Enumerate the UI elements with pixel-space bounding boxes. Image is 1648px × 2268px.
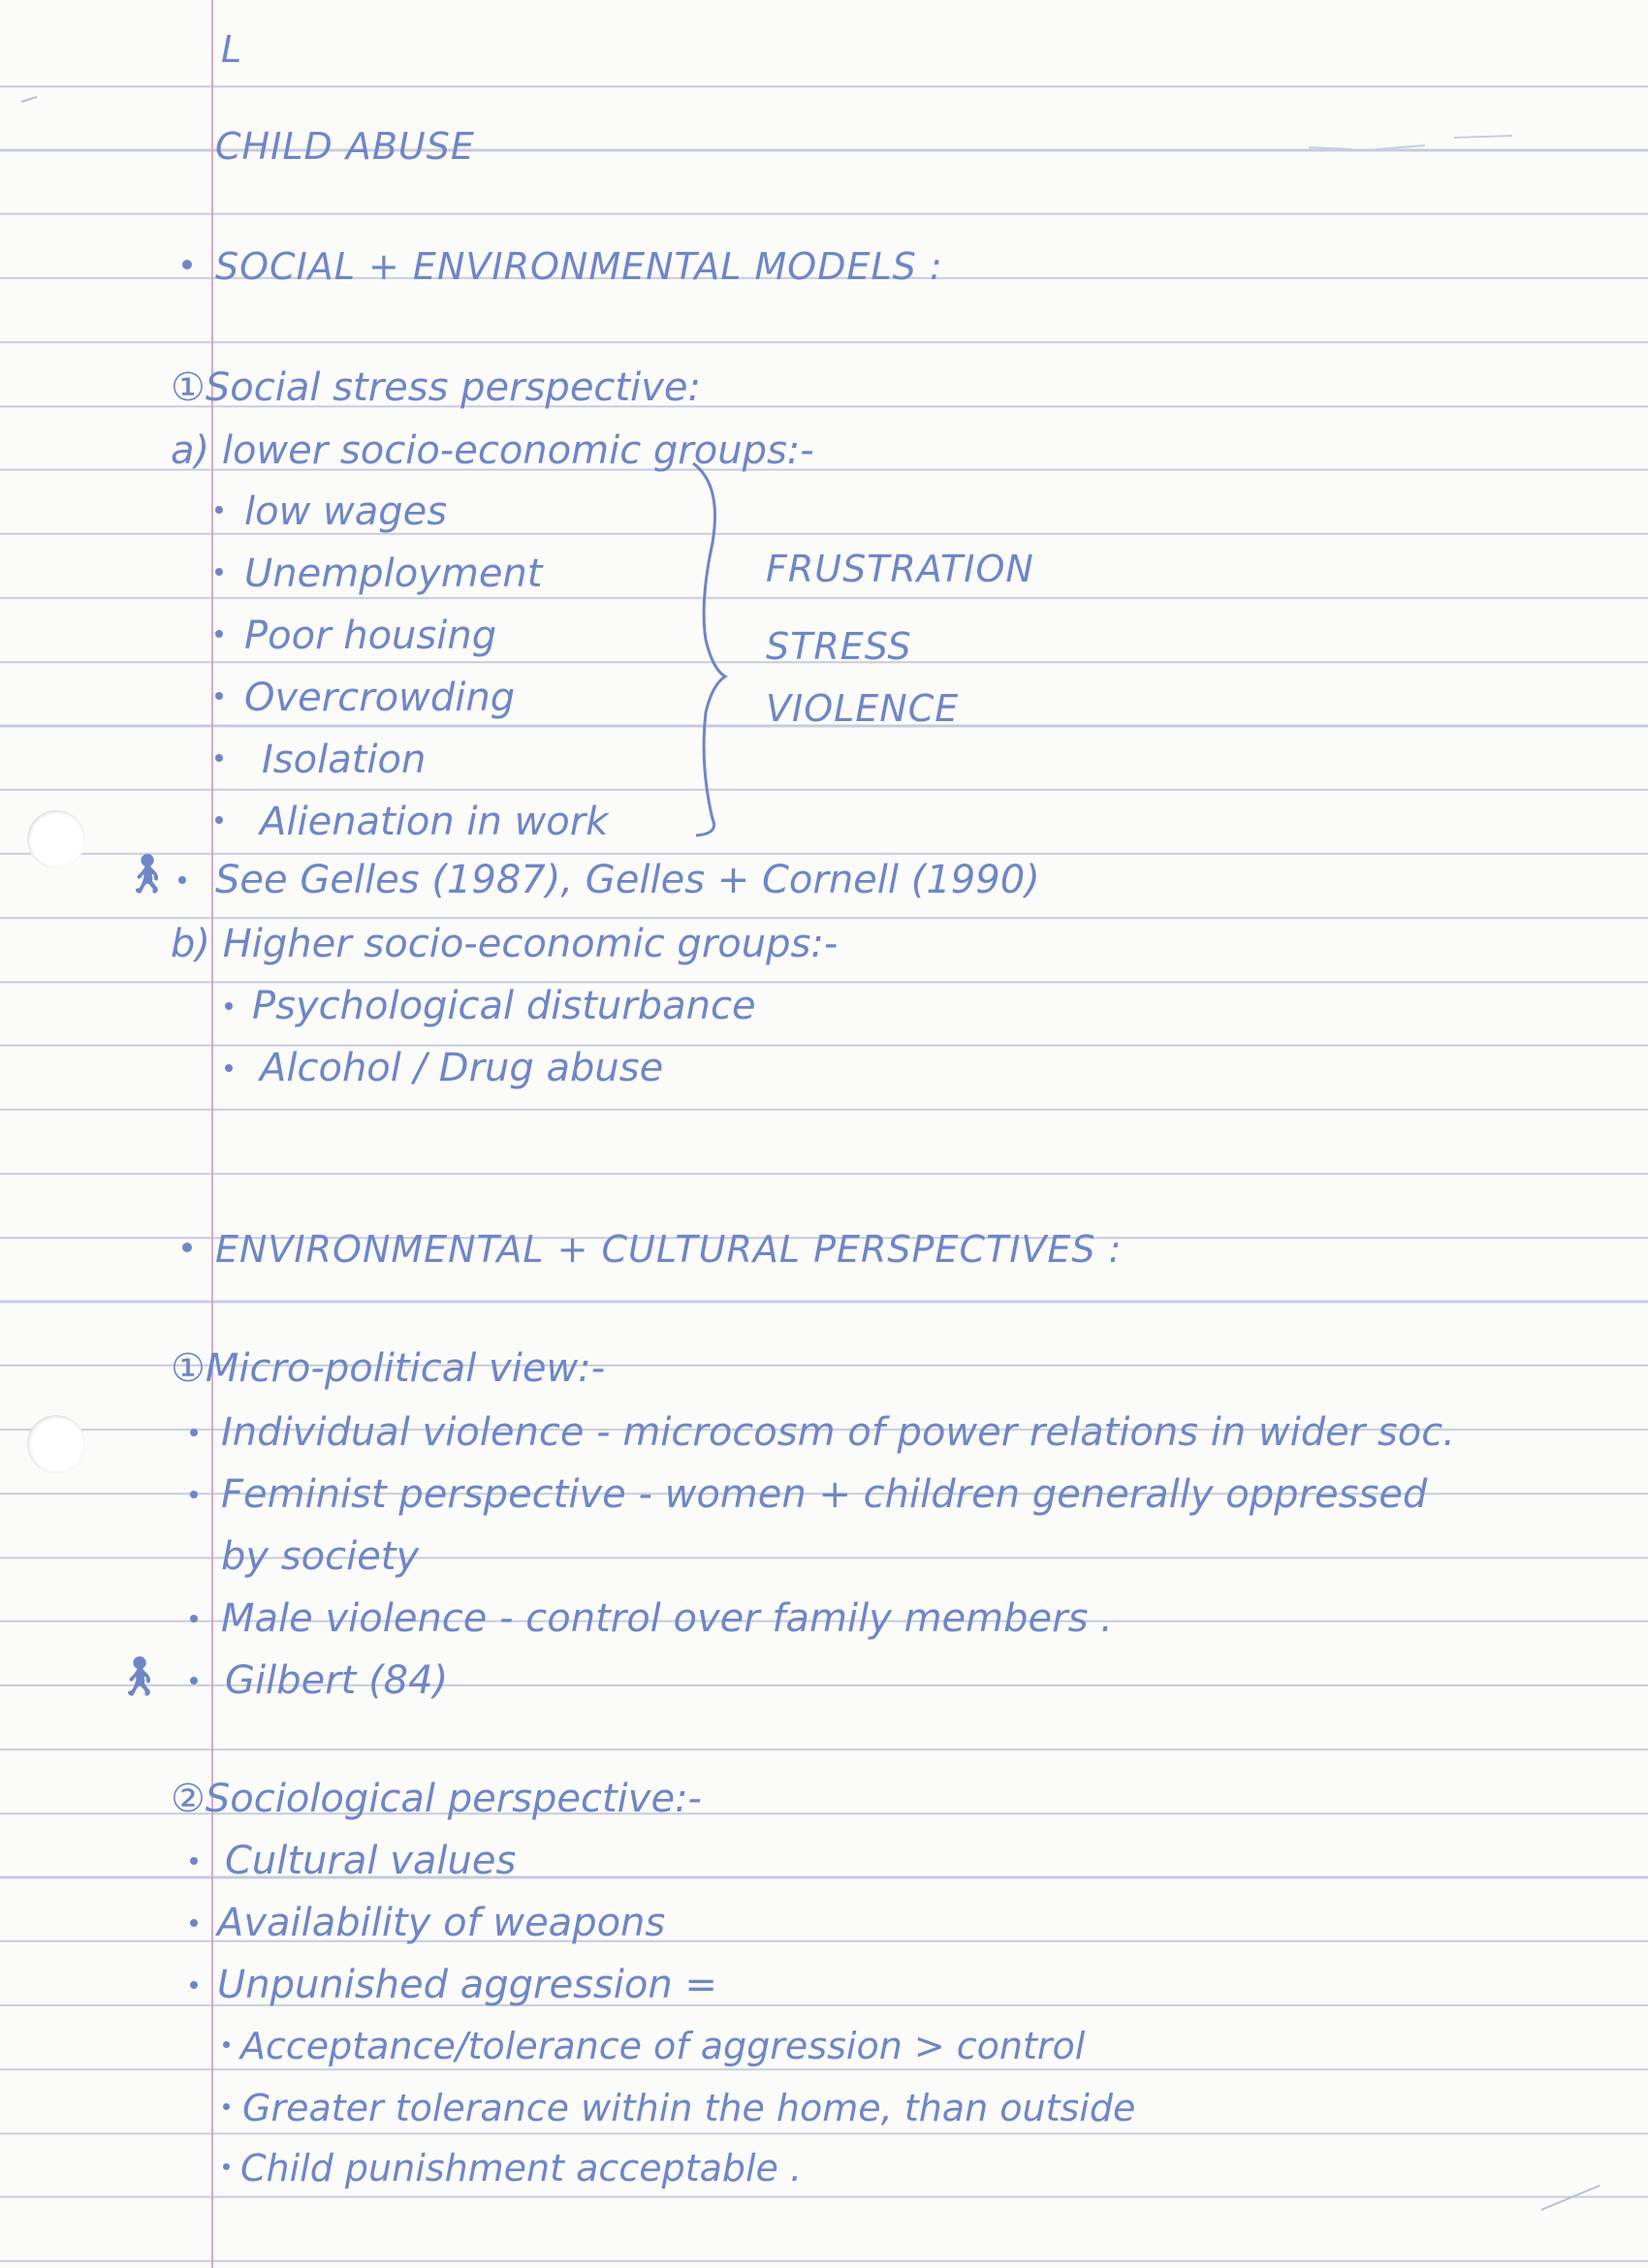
reference-text: See Gelles (1987), Gelles + Cornell (1990) [215, 858, 1040, 902]
bullet-dot [190, 1857, 198, 1865]
bullet-dot [223, 2041, 230, 2048]
part-a-item: Poor housing [244, 614, 497, 658]
view-item: Gilbert (84) [225, 1658, 449, 1703]
sub2-2-heading: ②Sociological perspective:- [171, 1777, 702, 1821]
bullet-dot [182, 260, 192, 269]
bullet-dot [178, 876, 186, 884]
bullet-dot [215, 816, 223, 824]
person-icon: 🚶︎ [114, 1654, 164, 1699]
part-a-item: Unemployment [244, 551, 543, 596]
brace [693, 463, 725, 835]
bullet-dot [223, 2163, 230, 2170]
bullet-dot [182, 1243, 192, 1252]
top-left-mark [21, 97, 37, 102]
socio-subitem: Child punishment acceptable . [240, 2147, 803, 2189]
part-a-item: low wages [244, 489, 448, 534]
part-b-heading: b) Higher socio-economic groups:- [171, 922, 839, 966]
outcome-label: VIOLENCE [766, 687, 960, 730]
bullet-dot [225, 1064, 233, 1072]
bullet-dot [190, 1615, 198, 1622]
bullet-dot [215, 692, 223, 700]
bullet-dot [215, 754, 223, 762]
section2-heading: ENVIRONMENTAL + CULTURAL PERSPECTIVES : [215, 1228, 1123, 1271]
view-item: Male violence - control over family members . [221, 1596, 1113, 1641]
bullet-dot [225, 1002, 233, 1010]
page-title: CHILD ABUSE [215, 125, 475, 168]
sub1-heading: ①Social stress perspective: [171, 365, 701, 410]
section1-heading: SOCIAL + ENVIRONMENTAL MODELS : [215, 245, 943, 288]
bullet-dot [190, 1491, 198, 1498]
corner-fold-mark [1541, 2186, 1600, 2210]
corner-mark: L [221, 28, 242, 71]
outcome-label: FRUSTRATION [766, 548, 1034, 590]
view-item-continued: by society [221, 1534, 420, 1579]
part-a-item: Isolation [262, 738, 427, 782]
socio-subitem: Greater tolerance within the home, than outside [242, 2087, 1136, 2129]
part-a-heading: a) lower socio-economic groups:- [171, 428, 814, 473]
socio-item: Availability of weapons [217, 1901, 666, 1945]
view-item: Feminist perspective - women + children generally oppressed [221, 1472, 1428, 1517]
bullet-dot [190, 1981, 198, 1989]
bullet-dot [215, 630, 223, 638]
view-item: Individual violence - microcosm of power relations in wider soc. [221, 1410, 1455, 1455]
bullet-dot [223, 2103, 230, 2110]
part-b-item: Psychological disturbance [252, 984, 756, 1028]
sub2-1-heading: ①Micro-political view:- [171, 1346, 606, 1391]
socio-item: Cultural values [225, 1839, 517, 1883]
bullet-dot [190, 1919, 198, 1927]
outcome-label: STRESS [766, 625, 912, 668]
person-icon: 🚶︎ [122, 852, 172, 897]
part-a-item: Overcrowding [244, 676, 516, 720]
part-a-item: Alienation in work [260, 800, 609, 844]
bullet-dot [190, 1429, 198, 1436]
bullet-dot [215, 568, 223, 576]
bullet-dot [190, 1677, 198, 1685]
upper-right-marks [1309, 136, 1512, 149]
socio-subitem: Acceptance/tolerance of aggression > control [240, 2025, 1086, 2067]
bullet-dot [215, 506, 223, 514]
socio-item: Unpunished aggression = [217, 1963, 717, 2007]
part-b-item: Alcohol / Drug abuse [260, 1046, 664, 1090]
